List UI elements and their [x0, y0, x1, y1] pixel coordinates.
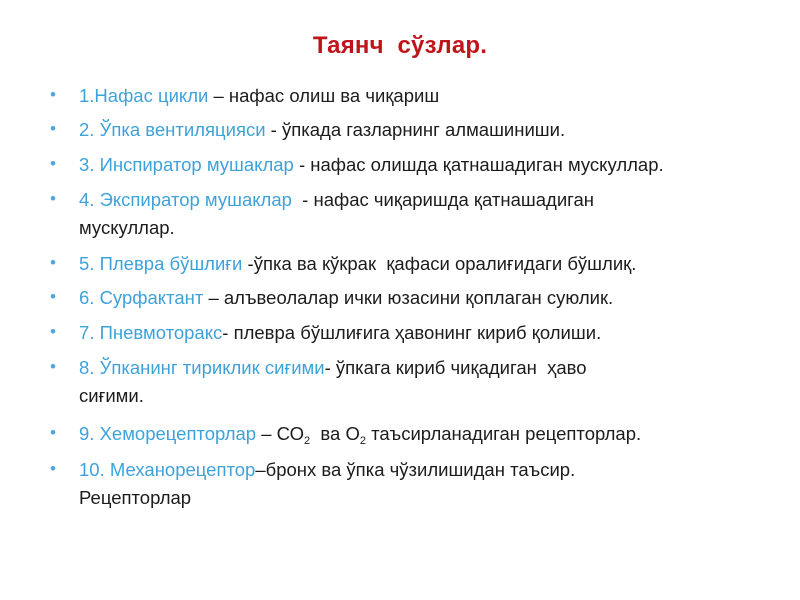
definition-part: ва О: [310, 423, 360, 444]
term: 1.Нафас цикли: [79, 85, 209, 106]
list-item-text: [79, 284, 769, 312]
bullet-icon: •: [50, 85, 56, 104]
list-item-text: [79, 116, 769, 144]
definition-part: таъсирланадиган рецепторлар.: [365, 423, 642, 444]
definition: - плевра бўшлиғига ҳавонинг кириб қолиши.: [222, 322, 602, 343]
definition: –бронх ва ўпка чўзилишидан таъсир. Рецепторлар: [79, 459, 576, 508]
definition: – нафас олиш ва чиқариш: [208, 85, 440, 106]
term: 8. Ўпканинг тириклик сиғими: [79, 357, 325, 378]
term: 6. Сурфактант: [79, 287, 204, 308]
list-item-text: [79, 420, 769, 448]
definition-part: – СО: [256, 423, 304, 444]
bullet-icon: •: [50, 189, 56, 208]
definition: [256, 423, 642, 447]
slide-title: Таянч сўзлар.: [312, 32, 488, 59]
list-item-text: [79, 250, 769, 278]
list-item-text: [79, 82, 769, 110]
definition: - ўпкада газларнинг алмашиниши.: [265, 119, 566, 140]
list-item-text: [79, 319, 769, 347]
subscript: 2: [359, 435, 366, 447]
term: 7. Пневмоторакс: [79, 322, 223, 343]
bullet-icon: •: [50, 253, 56, 272]
bullet-icon: •: [50, 357, 56, 376]
bullet-icon: •: [50, 423, 56, 442]
list-item-text: [79, 456, 769, 512]
bullet-icon: •: [50, 459, 56, 478]
term: 4. Экспиратор мушаклар: [79, 189, 292, 210]
bullet-icon: •: [50, 154, 56, 173]
subscript: 2: [303, 435, 311, 447]
definition: – алъвеолалар ички юзасини қоплаган суюлик.: [203, 287, 614, 308]
term: 10. Механорецептор: [79, 459, 256, 480]
list-item-text: [79, 354, 769, 410]
term: 3. Инспиратор мушаклар: [79, 154, 294, 175]
definition: - ўпкага кириб чиқадиган ҳаво сиғими.: [79, 357, 587, 406]
list-item-text: [79, 151, 769, 179]
term: 9. Хеморецепторлар: [79, 423, 257, 444]
term: 2. Ўпка вентиляцияси: [79, 119, 266, 140]
term: 5. Плевра бўшлиғи: [79, 253, 243, 274]
bullet-icon: •: [50, 322, 56, 341]
definition: - нафас олишда қатнашадиган мускуллар.: [293, 154, 664, 175]
bullet-icon: •: [50, 119, 56, 138]
bullet-icon: •: [50, 287, 56, 306]
definition: -ўпка ва кўкрак қафаси оралиғидаги бўшлиқ.: [242, 253, 637, 274]
definition: - нафас чиқаришда қатнашадиган мускуллар.: [79, 189, 594, 238]
list-item-text: [79, 186, 769, 242]
